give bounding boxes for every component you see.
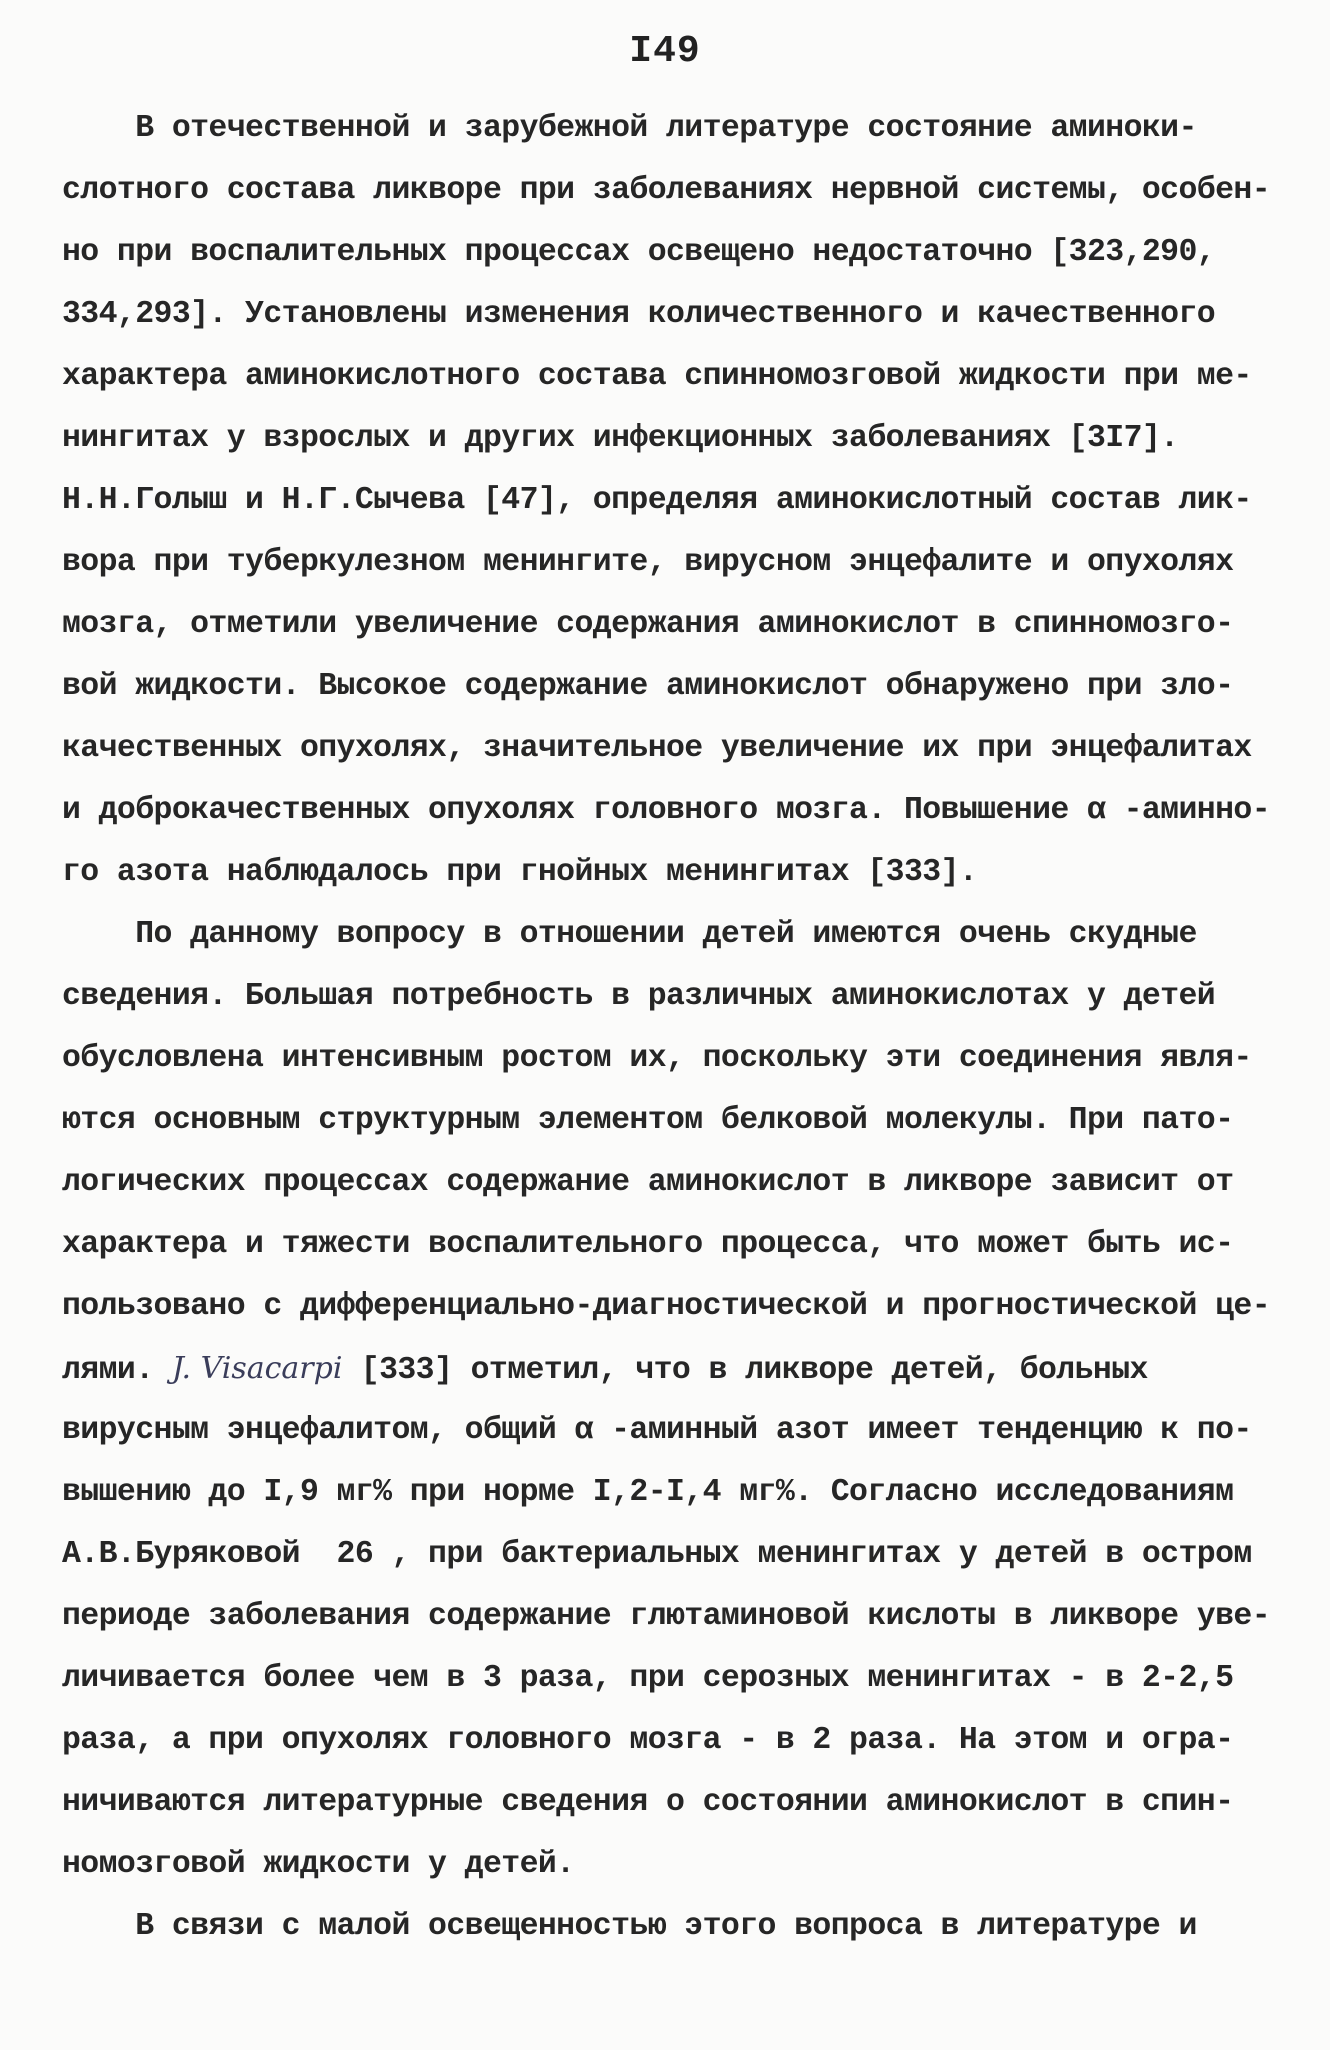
text-line: 334,293]. Установлены изменения количественного и качественного (62, 297, 1216, 332)
text-line-with-handwriting (62, 1338, 1277, 1400)
text-line: Н.Н.Голыш и Н.Г.Сычева [47], определяя аминокислотный состав лик- (62, 483, 1252, 518)
text-line: периоде заболевания содержание глютаминовой кислоты в ликворе уве- (62, 1599, 1271, 1634)
text-line: По данному вопросу в отношении детей имеются очень скудные (62, 917, 1197, 952)
text-line-start: лями. (62, 1353, 154, 1388)
text-line: мозга, отметили увеличение содержания аминокислот в спинномозго- (62, 607, 1234, 642)
text-line: номозговой жидкости у детей. (62, 1847, 575, 1882)
text-line: раза, а при опухолях головного мозга - в 2 раза. На этом и огра- (62, 1723, 1234, 1758)
body-text (62, 98, 1277, 1958)
text-line: характера и тяжести воспалительного процесса, что может быть ис- (62, 1227, 1234, 1262)
text-line: сведения. Большая потребность в различных аминокислотах у детей (62, 979, 1216, 1014)
text-line: слотного состава ликворе при заболеваниях нервной системы, особен- (62, 173, 1271, 208)
text-line: и доброкачественных опухолях головного мозга. Повышение α -аминно- (62, 793, 1271, 828)
text-line: личивается более чем в 3 раза, при серозных менингитах - в 2-2,5 (62, 1661, 1234, 1696)
text-line: нингитах у взрослых и других инфекционных заболеваниях [3I7]. (62, 421, 1179, 456)
text-line: го азота наблюдалось при гнойных менингитах [333]. (62, 855, 978, 890)
text-line: вой жидкости. Высокое содержание аминокислот обнаружено при зло- (62, 669, 1234, 704)
text-line: обусловлена интенсивным ростом их, поскольку эти соединения явля- (62, 1041, 1252, 1076)
text-line: В отечественной и зарубежной литературе состояние аминоки- (62, 111, 1197, 146)
page-number: I49 (629, 30, 701, 73)
text-line: В связи с малой освещенностью этого вопроса в литературе и (62, 1909, 1197, 1944)
text-line: вышению до I,9 мг% при норме I,2-I,4 мг%. Согласно исследованиям (62, 1475, 1234, 1510)
text-line: характера аминокислотного состава спинномозговой жидкости при ме- (62, 359, 1252, 394)
text-line: ничиваются литературные сведения о состоянии аминокислот в спин- (62, 1785, 1234, 1820)
handwritten-author-name: J. Visacarpi (171, 1351, 343, 1386)
text-line: качественных опухолях, значительное увеличение их при энцефалитах (62, 731, 1252, 766)
text-line: А.В.Буряковой 26 , при бактериальных менингитах у детей в остром (62, 1537, 1252, 1572)
text-line: вирусным энцефалитом, общий α -аминный азот имеет тенденцию к по- (62, 1413, 1252, 1448)
text-line-tail: [333] отметил, что в ликворе детей, больных (360, 1353, 1148, 1388)
text-line: вора при туберкулезном менингите, вирусном энцефалите и опухолях (62, 545, 1234, 580)
text-line: пользовано с дифференциально-диагностической и прогностической це- (62, 1289, 1271, 1324)
text-line: но при воспалительных процессах освещено недостаточно [323,290, (62, 235, 1216, 270)
text-line: логических процессах содержание аминокислот в ликворе зависит от (62, 1165, 1234, 1200)
text-line: ются основным структурным элементом белковой молекулы. При пато- (62, 1103, 1234, 1138)
